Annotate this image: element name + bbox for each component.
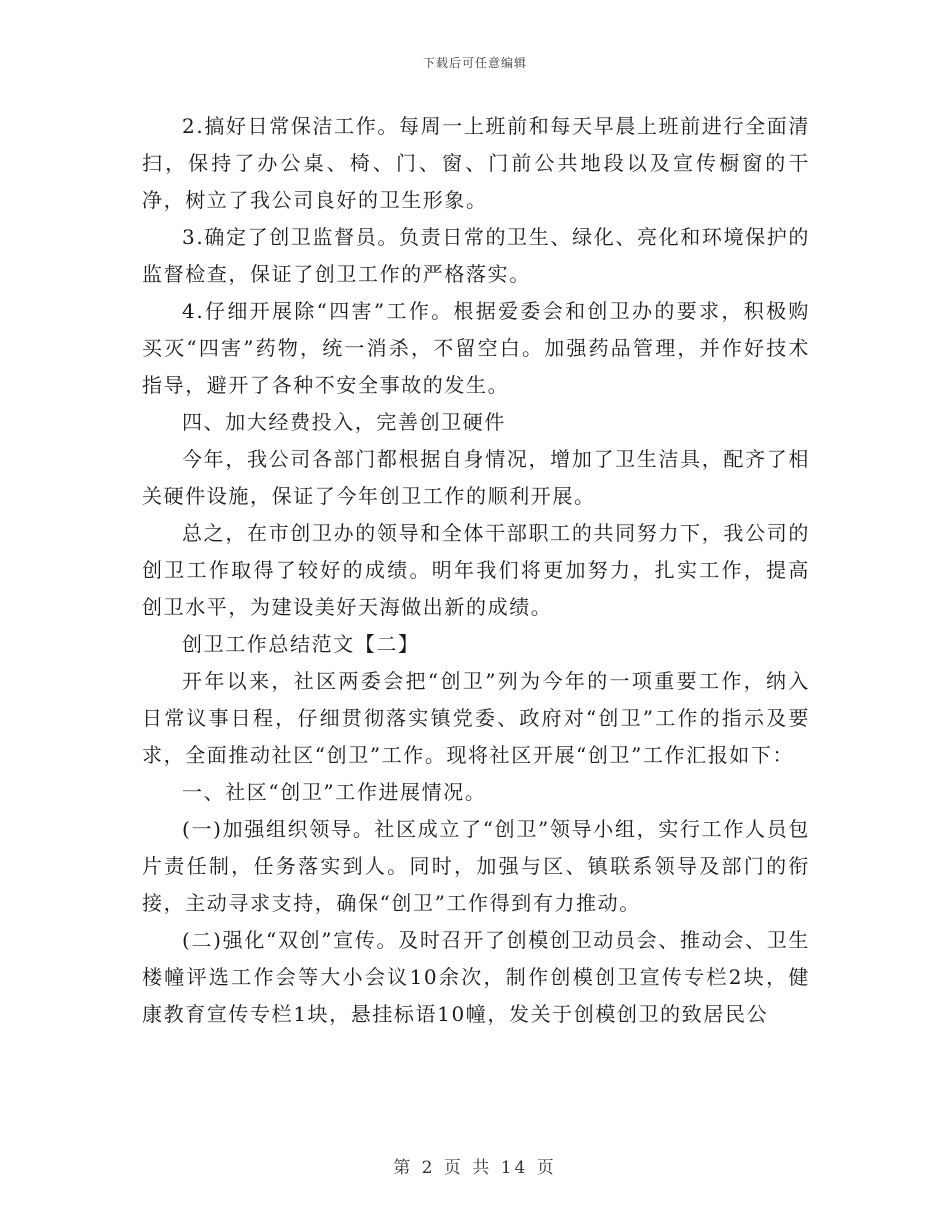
paragraph-10: (一)加强组织领导。社区成立了“创卫”领导小组，实行工作人员包片责任制，任务落实到人。同时，加强与区、镇联系领导及部门的衔接，主动寻求支持，确保“创卫”工作得到有力推动。 — [142, 817, 810, 915]
section-heading-4: 四、加大经费投入，完善创卫硬件 — [182, 410, 506, 434]
paragraph-2: 3.确定了创卫监督员。负责日常的卫生、绿化、亮化和环境保护的监督检查，保证了创卫工作的严格落实。 — [142, 225, 810, 286]
page-number-footer: 第 2 页 共 14 页 — [393, 1158, 557, 1178]
paragraph-11: (二)强化“双创”宣传。及时召开了创模创卫动员会、推动会、卫生楼幢评选工作会等大小会议10余次，制作创模创卫宣传专栏2块，健康教育宣传专栏1块，悬挂标语10幢，发关于创模创卫的致居民公 — [142, 928, 810, 1026]
section-title-2: 创卫工作总结范文【二】 — [182, 632, 420, 656]
section-heading-1: 一、社区“创卫”工作进展情况。 — [182, 780, 487, 804]
paragraph-8: 开年以来，社区两委会把“创卫”列为今年的一项重要工作，纳入日常议事日程，仔细贯彻落实镇党委、政府对“创卫”工作的指示及要求，全面推动社区“创卫”工作。现将社区开展“创卫”工作汇报如下： — [142, 669, 810, 767]
paragraph-1: 2.搞好日常保洁工作。每周一上班前和每天早晨上班前进行全面清扫，保持了办公桌、椅、门、窗、门前公共地段以及宣传橱窗的干净，树立了我公司良好的卫生形象。 — [142, 114, 810, 212]
paragraph-5: 今年，我公司各部门都根据自身情况，增加了卫生洁具，配齐了相关硬件设施，保证了今年创卫工作的顺利开展。 — [142, 447, 810, 508]
document-body — [142, 108, 810, 1033]
paragraph-3: 4.仔细开展除“四害”工作。根据爱委会和创卫办的要求，积极购买灭“四害”药物，统一消杀，不留空白。加强药品管理，并作好技术指导，避开了各种不安全事故的发生。 — [142, 299, 810, 397]
paragraph-6: 总之，在市创卫办的领导和全体干部职工的共同努力下，我公司的创卫工作取得了较好的成绩。明年我们将更加努力，扎实工作，提高创卫水平，为建设美好天海做出新的成绩。 — [142, 521, 810, 619]
page-header: 下载后可任意编辑 — [422, 56, 527, 70]
